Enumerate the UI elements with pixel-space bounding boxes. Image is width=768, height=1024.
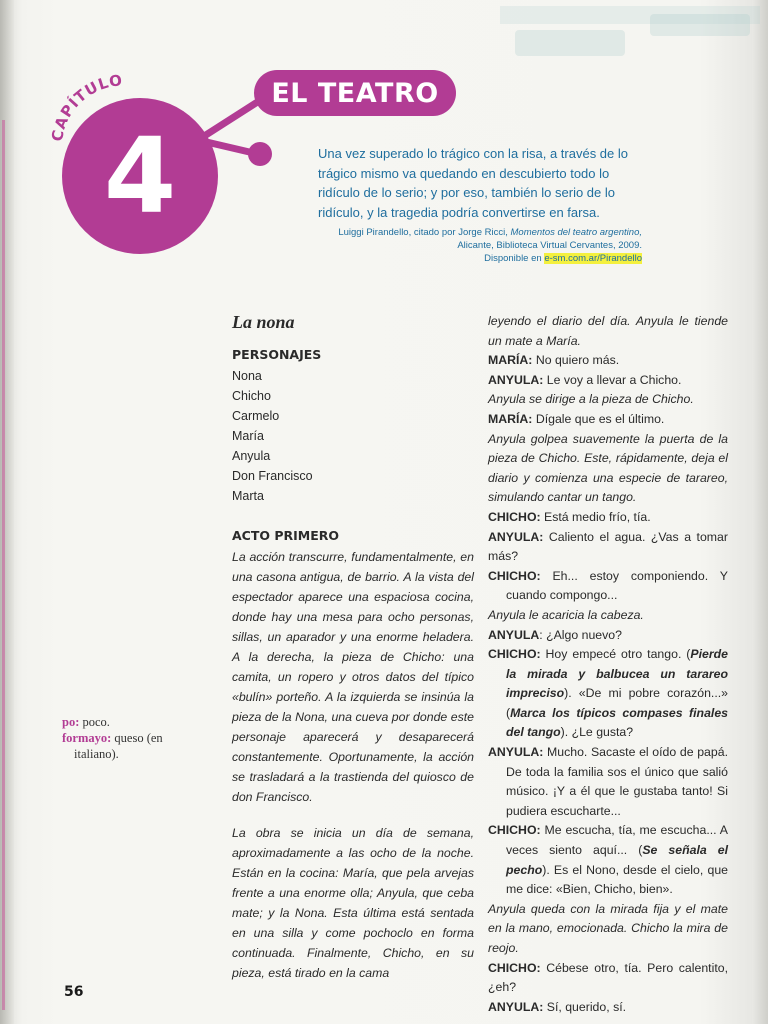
dialogue-line — [488, 410, 728, 430]
stage-direction: Anyula se dirige a la pieza de Chicho. — [488, 392, 694, 407]
show-through-tab — [515, 30, 625, 56]
epigraph-citation — [300, 226, 642, 265]
speaker-name: CHICHO: — [488, 509, 541, 524]
chapter-label — [40, 68, 150, 158]
dialogue-line — [488, 508, 728, 528]
glossary-definition: poco. — [79, 715, 110, 729]
speech-text: Le voy a llevar a Chicho. — [543, 372, 682, 387]
stage-direction: Anyula golpea suavemente la puerta de la pieza de Chicho. Este, rápidamente, deja el diario y comienza una especie de tarareo, simulando cantar un tango. — [488, 431, 728, 505]
speaker-name: CHICHO: — [488, 960, 541, 975]
speech-text: Caliento el agua. ¿Vas a tomar más? — [488, 529, 728, 564]
chapter-title-banner — [254, 70, 456, 116]
svg-text:CAPÍTULO: CAPÍTULO — [47, 71, 124, 143]
play-text-column-right — [488, 312, 728, 1017]
stage-direction: Anyula queda con la mirada fija y el mate en la mano, emocionada. Chicho la mira de reojo. — [488, 901, 728, 955]
speaker-name: CHICHO: — [488, 647, 541, 662]
glossary — [62, 714, 202, 762]
speech-text: Está medio frío, tía. — [540, 509, 651, 524]
citation-work: Momentos del teatro argentino, — [510, 227, 642, 238]
characters-heading: PERSONAJES — [232, 347, 322, 362]
speech-text: Cébese otro, tía. Pero calentito, ¿eh? — [488, 960, 728, 995]
character-item: Carmelo — [232, 409, 280, 423]
glossary-entry — [62, 730, 202, 762]
speech-text: Dígale que es el último. — [532, 411, 665, 426]
character-item: María — [232, 429, 264, 443]
character-item: Anyula — [232, 449, 271, 463]
dialogue-line — [488, 998, 728, 1018]
play-text-column-left — [232, 312, 474, 983]
speaker-name: ANYULA: — [488, 999, 544, 1014]
glossary-entry — [62, 714, 202, 730]
speaker-name: CHICHO: — [488, 823, 541, 838]
dialogue-line — [488, 743, 728, 821]
speaker-name: ANYULA: — [488, 372, 544, 387]
speech-text: ). ¿Le gusta? — [560, 725, 634, 740]
glossary-term: po: — [62, 715, 80, 729]
chapter-number: 4 — [103, 115, 177, 237]
paragraph-gap — [232, 807, 474, 823]
speaker-name: CHICHO: — [488, 568, 541, 583]
speaker-name: ANYULA: — [488, 529, 544, 544]
dialogue-line — [488, 821, 728, 899]
dialogue-line — [488, 645, 728, 743]
speech-text: : ¿Algo nuevo? — [539, 627, 622, 642]
speech-text: No quiero más. — [532, 353, 620, 368]
stage-direction: La obra se inicia un día de semana, aproximadamente a las ocho de la noche. Están en la cocina: María, que pela arvejas frente a una enorme olla; Anyula, que ceba mate; y la Nona. Esta última está sentada en una silla y come pochoclo en forma continuada. Finalmente, Chicho, en su pieza, está tirado en la cama — [232, 826, 474, 980]
speech-text: Mucho. Sacaste el oído de papá. De toda la familia sos el único que salió músico. ¡Y a él que le gustaba tanto! Si pudiera escucharte... — [506, 745, 728, 818]
speech-text: Eh... estoy componiendo. Y cuando compongo... — [506, 568, 728, 603]
act-heading: ACTO PRIMERO — [232, 528, 340, 543]
play-title: La nona — [232, 312, 295, 332]
dialogue-line — [488, 371, 728, 391]
page-edge — [752, 0, 768, 1024]
speaker-name: ANYULA: — [488, 745, 544, 760]
speech-text: Hoy empecé otro tango. ( — [540, 647, 691, 662]
spine-color-strip — [2, 120, 5, 1010]
characters-list — [232, 366, 474, 506]
stage-direction: La acción transcurre, fundamentalmente, en una casona antigua, de barrio. A la vista del espectador aparece una espaciosa cocina, donde hay una mesa para ocho personas, sillas, un aparador y una enorme heladera. A la derecha, la pieza de Chicho: una camita, un ropero y otros datos del típico «bulín» porteño. A la izquierda se insinúa la pieza de la Nona, una cueva por donde este personaje aparecerá y desaparecerá constantemente. Oportunamente, la acción se trasladará a la trastienda del quiosco de don Francisco. — [232, 550, 474, 804]
epigraph-quote: Una vez superado lo trágico con la risa, a través de lo trágico mismo va quedando en descubierto todo lo ridículo de lo serio; y por eso, también lo serio de lo ridículo, y la tragedia podría convertirse en farsa. — [318, 146, 629, 220]
speaker-name: MARÍA: — [488, 411, 533, 426]
dialogue-line — [488, 528, 728, 567]
citation-link[interactable]: e-sm.com.ar/Pirandello — [544, 253, 642, 264]
citation-available: Disponible en — [484, 253, 545, 264]
dialogue-line — [488, 567, 728, 606]
character-item: Nona — [232, 369, 262, 383]
stage-direction: leyendo el diario del día. Anyula le tiende un mate a María. — [488, 314, 728, 348]
chapter-title: EL TEATRO — [271, 77, 439, 109]
page-number: 56 — [64, 984, 84, 1000]
glossary-term: formayo: — [62, 731, 112, 745]
glossary-definition: queso (en italiano). — [74, 731, 163, 761]
inline-direction: Pierde la mirada y balbucea un tarareo impreciso — [506, 647, 728, 701]
character-item: Marta — [232, 489, 264, 503]
citation-line-3 — [300, 252, 642, 265]
speech-text: Sí, querido, sí. — [543, 999, 627, 1014]
speech-text: ). Es el Nono, desde el cielo, que me dice: «Bien, Chicho, bien». — [506, 862, 728, 897]
dialogue-line — [488, 959, 728, 998]
citation-line-1 — [300, 226, 642, 239]
citation-line-2: Alicante, Biblioteca Virtual Cervantes, 2009. — [457, 240, 642, 251]
character-item: Don Francisco — [232, 469, 313, 483]
inline-direction: Se señala el pecho — [506, 843, 729, 877]
stage-direction: Anyula le acaricia la cabeza. — [488, 607, 644, 622]
show-through-tab — [650, 14, 750, 36]
speech-text: Me escucha, tía, me escucha... A veces siento aquí... ( — [506, 823, 728, 858]
speech-text: ). «De mi pobre corazón...» ( — [506, 686, 728, 720]
speaker-name: ANYULA — [488, 627, 540, 642]
speaker-name: MARÍA: — [488, 353, 533, 368]
inline-direction: Marca los típicos compases finales del tango — [506, 705, 728, 740]
citation-author: Luiggi Pirandello, citado por Jorge Ricci, — [338, 227, 511, 238]
dialogue-line — [488, 626, 728, 646]
character-item: Chicho — [232, 389, 271, 403]
dialogue-line — [488, 351, 728, 371]
